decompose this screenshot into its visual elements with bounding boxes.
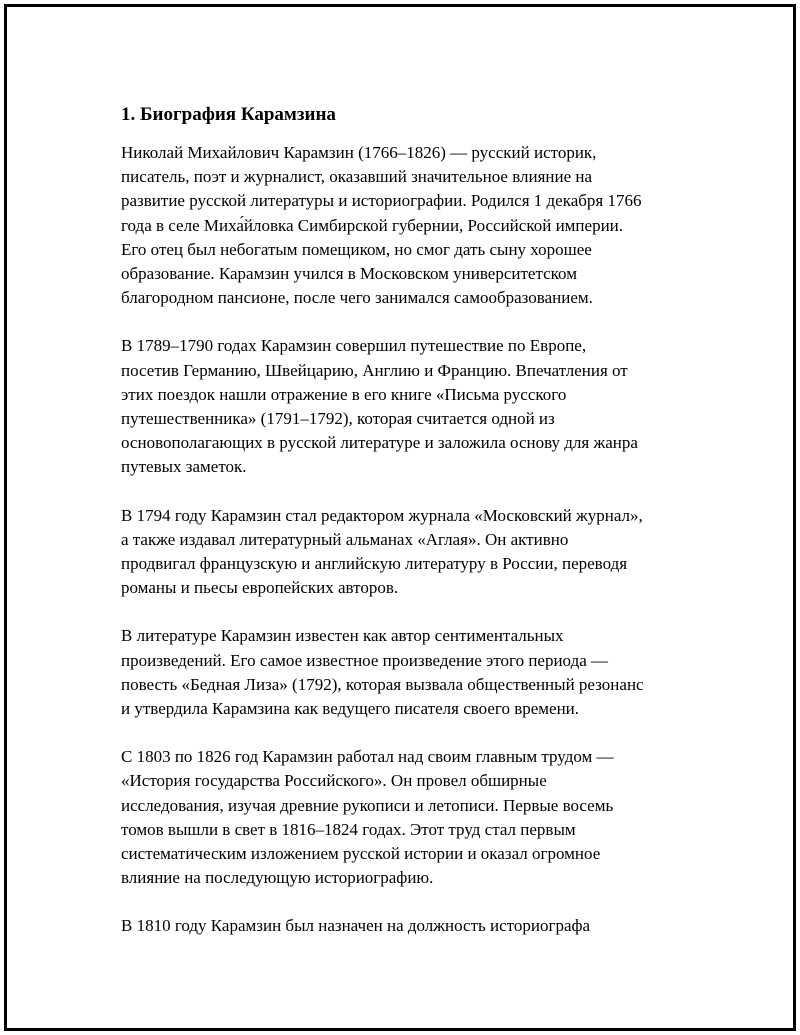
section-heading: 1. Биография Карамзина <box>121 104 336 125</box>
paragraph-history: С 1803 по 1826 год Карамзин работал над своим главным трудом — «История государства Российского». Он провел обширные исследования, изучая древние рукописи и летописи. Первые восемь томов вышли в свет в 1816–1824 годах. Этот труд стал первым систематическим изложением русской истории и оказал огромное влияние на последующую историографию. <box>121 747 614 888</box>
page-frame <box>4 4 796 1031</box>
paragraph-journal: В 1794 году Карамзин стал редактором журнала «Московский журнал», а также издавал литературный альманах «Аглая». Он активно продвигал французскую и английскую литературу в России, переводя романы и пьесы европейских авторов. <box>121 505 643 598</box>
paragraph-travel: В 1789–1790 годах Карамзин совершил путешествие по Европе, посетив Германию, Швейцарию, Англию и Францию. Впечатления от этих поездок нашли отражение в его книге «Письма русского путешественника» (1791–1792), которая считается одной из основополагающих в русской литературе и заложила основу для жанра путевых заметок. <box>121 336 638 477</box>
paragraph-birth: Николай Михайлович Карамзин (1766–1826) — русский историк, писатель, поэт и журналист, оказавший значительное влияние на развитие русской литературы и историографии. Родился 1 декабря 1766 года в селе Миха́йловка Симбирской губернии, Российской империи. Его отец был небогатым помещиком, но смог дать сыну хорошее образование. Карамзин учился в Московском университетском благородном пансионе, после чего занимался самообразованием. <box>121 143 642 308</box>
paragraph-historiographer: В 1810 году Карамзин был назначен на должность историографа <box>121 916 591 936</box>
document-body <box>121 103 701 963</box>
paragraph-sentimentalism: В литературе Карамзин известен как автор сентиментальных произведений. Его самое известное произведение этого периода — повесть «Бедная Лиза» (1792), которая вызвала общественный резонанс и утвердила Карамзина как ведущего писателя своего времени. <box>121 626 644 719</box>
